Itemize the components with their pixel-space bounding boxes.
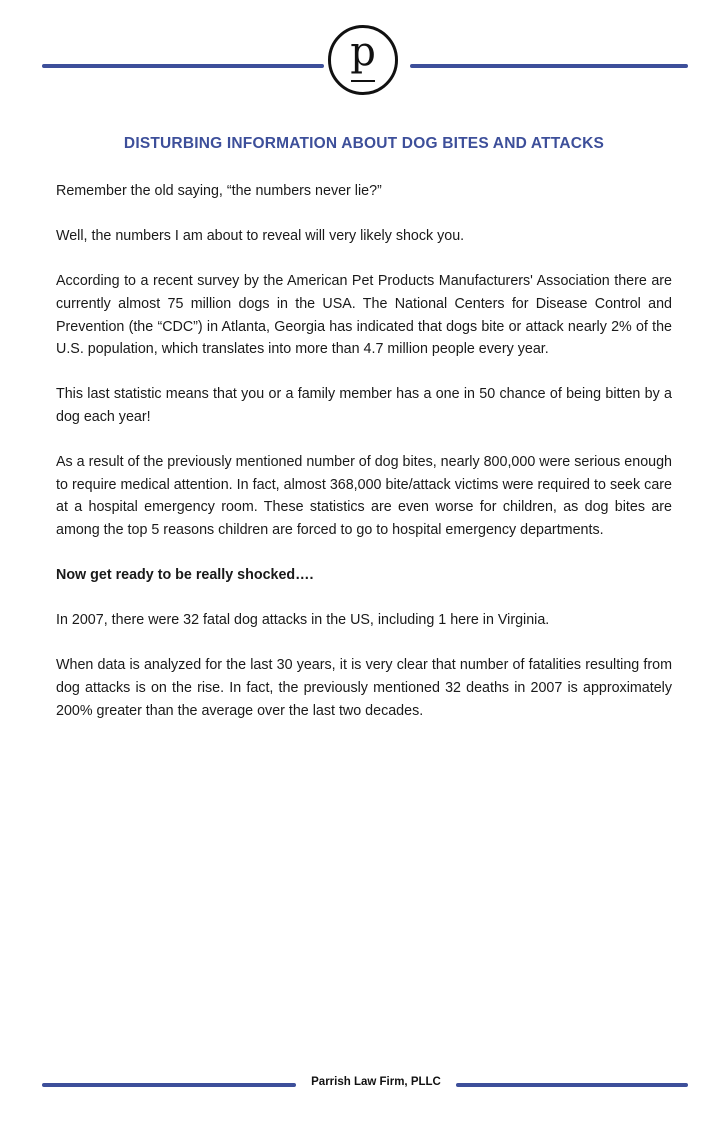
logo-underline <box>351 80 375 82</box>
document-body <box>56 180 672 745</box>
footer-rule-left <box>42 1083 296 1087</box>
paragraph-shocked: Now get ready to be really shocked…. <box>56 567 314 584</box>
header-rule-right <box>410 64 688 68</box>
paragraph-medical-attention: As a result of the previously mentioned number of dog bites, nearly 800,000 were serious enough to require medical attention. In fact, almost 368,000 bite/attack victims were required to seek care at a hospital emergency room. These statistics are even worse for children, as dog bites are among the top 5 reasons children are forced to go to hospital emergency departments. <box>56 454 672 538</box>
paragraph-survey: According to a recent survey by the American Pet Products Manufacturers' Association there are currently almost 75 million dogs in the USA. The National Centers for Disease Control and Prevention (the “CDC”) in Atlanta, Georgia has indicated that dogs bite or attack nearly 2% of the U.S. population, which translates into more than 4.7 million people every year. <box>56 273 672 358</box>
paragraph-chance: This last statistic means that you or a family member has a one in 50 chance of being bitten by a dog each year! <box>56 386 672 425</box>
footer-firm-name: Parrish Law Firm, PLLC <box>311 1076 441 1088</box>
document-title: DISTURBING INFORMATION ABOUT DOG BITES AND ATTACKS <box>123 135 605 152</box>
paragraph-saying: Remember the old saying, “the numbers never lie?” <box>56 183 382 199</box>
footer-rule-right <box>456 1083 688 1087</box>
paragraph-reveal: Well, the numbers I am about to reveal will very likely shock you. <box>56 228 465 245</box>
paragraph-fatal-attacks: In 2007, there were 32 fatal dog attacks in the US, including 1 here in Virginia. <box>56 612 550 629</box>
paragraph-fatalities-trend: When data is analyzed for the last 30 years, it is very clear that number of fatalities resulting from dog attacks is on the rise. In fact, the previously mentioned 32 deaths in 2007 is approximately 200% greater than the average over the last two decades. <box>56 657 672 719</box>
firm-logo <box>328 25 398 95</box>
logo-letter: p <box>350 29 376 75</box>
header-rule-left <box>42 64 324 68</box>
